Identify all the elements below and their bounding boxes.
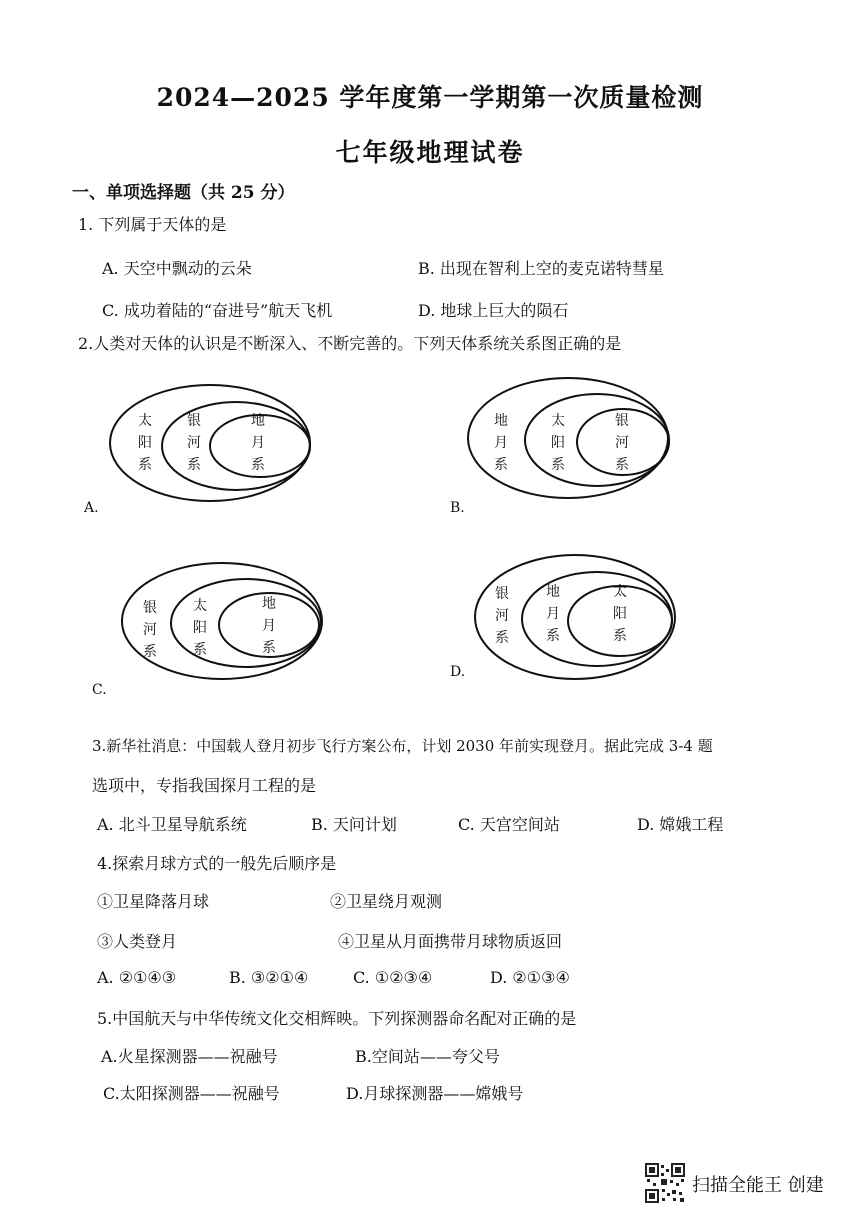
diagram-a — [105, 380, 315, 510]
diagram-b-outer-char-1: 地 — [494, 413, 508, 429]
q1-option-c: C. 成功着陆的“奋进号”航天飞机 — [102, 301, 333, 320]
q1-stem: 1. 下列属于天体的是 — [78, 215, 227, 234]
diagram-a-outer-char-2: 阳 — [138, 435, 152, 451]
diagram-d-inner-char-2: 阳 — [613, 606, 627, 622]
diagram-a-inner-char-3: 系 — [251, 457, 265, 473]
diagram-a-inner-char-1: 地 — [251, 413, 265, 429]
q2-stem: 2.人类对天体的认识是不断深入、不断完善的。下列天体系统关系图正确的是 — [78, 334, 622, 353]
diagram-a-middle-char-2: 河 — [187, 435, 201, 451]
q5-option-d: D.月球探测器——嫦娥号 — [346, 1084, 524, 1103]
diagram-a-inner-char-2: 月 — [251, 435, 265, 451]
diagram-c-outer-char-3: 系 — [143, 644, 157, 660]
diagram-c-inner-char-3: 系 — [262, 640, 276, 656]
diagram-b-outer-char-3: 系 — [494, 457, 508, 473]
q5-stem: 5.中国航天与中华传统文化交相辉映。下列探测器命名配对正确的是 — [97, 1009, 577, 1028]
diagram-c-middle-char-2: 阳 — [193, 620, 207, 636]
q1-option-a: A. 天空中飘动的云朵 — [102, 259, 252, 278]
scanner-watermark: 扫描全能王 创建 — [692, 1175, 824, 1196]
q4-item-2: ②卫星绕月观测 — [330, 892, 443, 911]
q3-option-b: B. 天问计划 — [311, 815, 397, 834]
exam-subtitle: 七年级地理试卷 — [335, 138, 525, 167]
diagram-b-inner-char-2: 河 — [615, 435, 629, 451]
diagram-c — [117, 557, 327, 687]
exam-title: 2024—2025 学年度第一学期第一次质量检测 — [156, 83, 704, 112]
q1-option-b: B. 出现在智利上空的麦克诺特彗星 — [418, 259, 664, 278]
q4-item-1: ①卫星降落月球 — [97, 892, 210, 911]
qr-code-icon — [645, 1163, 685, 1203]
diagram-c-inner-char-1: 地 — [262, 596, 276, 612]
q4-option-c: C. ①②③④ — [353, 968, 433, 987]
q3-option-d: D. 嫦娥工程 — [637, 815, 724, 834]
q4-option-a: A. ②①④③ — [97, 968, 177, 987]
diagram-c-outer-char-1: 银 — [143, 600, 157, 616]
diagram-b-outer-char-2: 月 — [494, 435, 508, 451]
diagram-d-middle-char-3: 系 — [546, 628, 560, 644]
q4-option-b: B. ③②①④ — [229, 968, 309, 987]
diagram-d-outer-char-2: 河 — [495, 608, 509, 624]
q3-option-c: C. 天宫空间站 — [458, 815, 560, 834]
diagram-d-outer-char-1: 银 — [495, 586, 509, 602]
diagram-c-middle-char-1: 太 — [193, 598, 207, 614]
diagram-d-middle-char-1: 地 — [546, 584, 560, 600]
q1-option-d: D. 地球上巨大的陨石 — [418, 301, 569, 320]
diagram-b-inner-char-1: 银 — [615, 413, 629, 429]
q4-item-4: ④卫星从月面携带月球物质返回 — [338, 932, 563, 951]
diagram-b-letter: B. — [450, 500, 465, 516]
diagram-a-middle-char-3: 系 — [187, 457, 201, 473]
diagram-b-inner-char-3: 系 — [615, 457, 629, 473]
q3-stem-line-2: 选项中，专指我国探月工程的是 — [92, 776, 317, 795]
diagram-b-middle-char-1: 太 — [551, 413, 565, 429]
diagram-c-letter: C. — [92, 682, 107, 698]
diagram-b — [463, 372, 673, 507]
q3-option-a: A. 北斗卫星导航系统 — [97, 815, 247, 834]
diagram-a-outer-char-1: 太 — [138, 413, 152, 429]
diagram-c-middle-char-3: 系 — [193, 642, 207, 658]
diagram-b-middle-char-3: 系 — [551, 457, 565, 473]
diagram-d-inner-char-1: 太 — [613, 584, 627, 600]
diagram-d — [470, 547, 680, 687]
q5-option-b: B.空间站——夸父号 — [355, 1047, 500, 1066]
q5-option-a: A.火星探测器——祝融号 — [101, 1047, 278, 1066]
q3-stem-line-1: 3.新华社消息：中国载人登月初步飞行方案公布，计划 2030 年前实现登月。据此完成 3-4 题 — [92, 737, 713, 755]
diagram-a-outer-char-3: 系 — [138, 457, 152, 473]
q4-stem: 4.探索月球方式的一般先后顺序是 — [97, 854, 337, 873]
diagram-a-middle-char-1: 银 — [187, 413, 201, 429]
diagram-a-letter: A. — [84, 500, 99, 516]
section-heading: 一、单项选择题（共 25 分） — [72, 183, 295, 203]
diagram-d-inner-char-3: 系 — [613, 628, 627, 644]
diagram-b-middle-char-2: 阳 — [551, 435, 565, 451]
q5-option-c: C.太阳探测器——祝融号 — [103, 1084, 280, 1103]
diagram-c-inner-char-2: 月 — [262, 618, 276, 634]
q4-option-d: D. ②①③④ — [490, 968, 570, 987]
diagram-d-outer-char-3: 系 — [495, 630, 509, 646]
diagram-d-letter: D. — [450, 664, 466, 680]
diagram-c-outer-char-2: 河 — [143, 622, 157, 638]
diagram-d-middle-char-2: 月 — [546, 606, 560, 622]
q4-item-3: ③人类登月 — [97, 932, 178, 951]
